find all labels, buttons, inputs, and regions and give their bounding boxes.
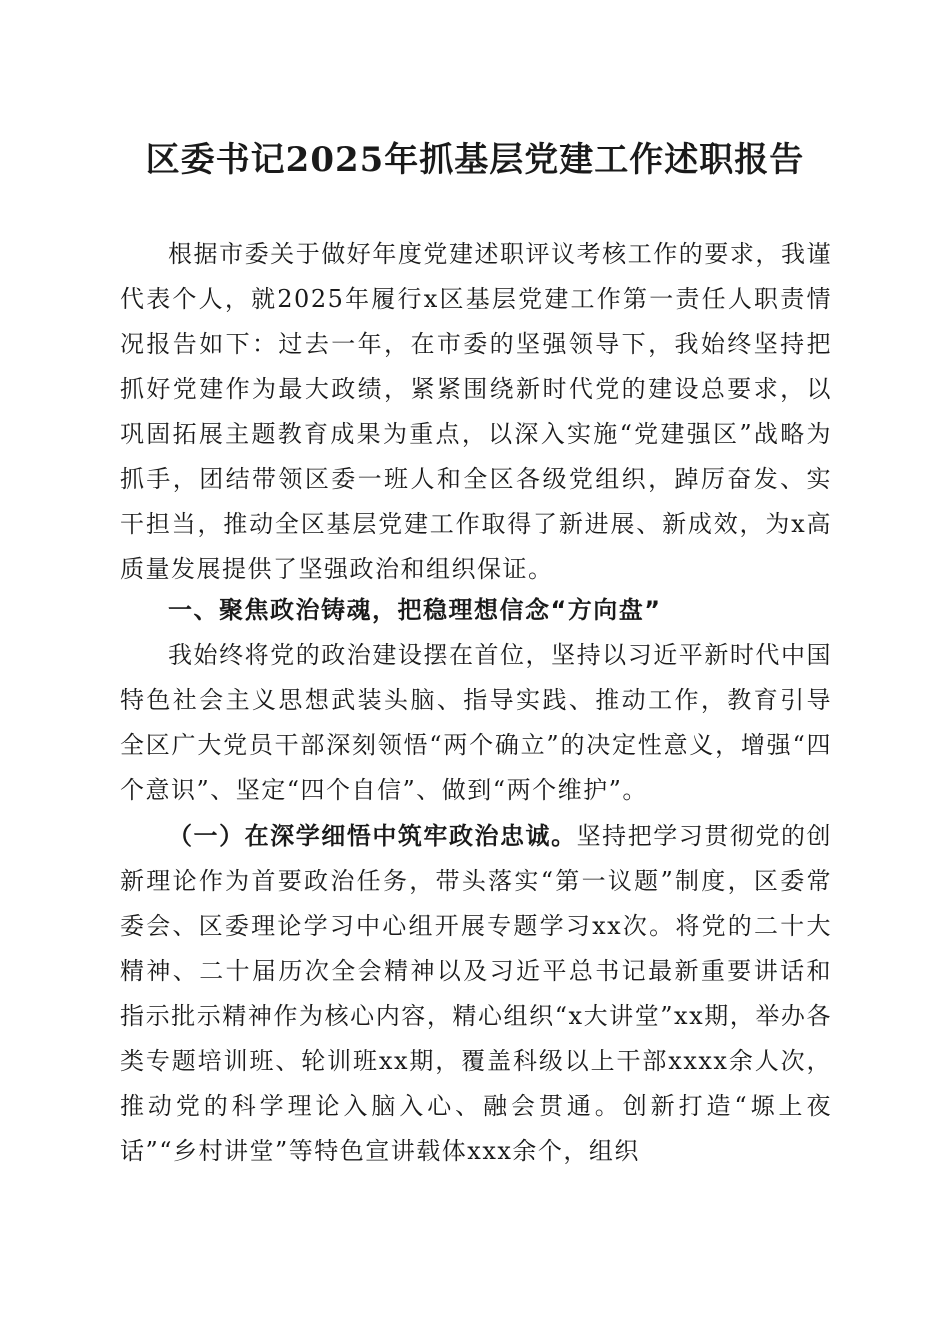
section-one-heading: 一、聚焦政治铸魂，把稳理想信念“方向盘” xyxy=(168,596,662,624)
document-title: 区委书记2025年抓基层党建工作述职报告 xyxy=(145,140,805,180)
subsection-one-lead: （一）在深学细悟中筑牢政治忠诚。 xyxy=(168,821,577,850)
intro-paragraph: 根据市委关于做好年度党建述职评议考核工作的要求，我谨代表个人，就2025年履行x区基层党建工作第一责任人职责情况报告如下：过去一年，在市委的坚强领导下，我始终坚持把抓好党建作为最大政绩，紧紧围绕新时代党的建设总要求，以巩固拓展主题教育成果为重点，以深入实施“党建强区”战略为抓手，团结带领区委一班人和全区各级党组织，踔厉奋发、实干担当，推动全区基层党建工作取得了新进展、新成效，为x高质量发展提供了坚强政治和组织保证。 xyxy=(120,240,832,583)
subsection-one-text: 坚持把学习贯彻党的创新理论作为首要政治任务，带头落实“第一议题”制度，区委常委会、区委理论学习中心组开展专题学习xx次。将党的二十大精神、二十届历次全会精神以及习近平总书记最新重要讲话和指示批示精神作为核心内容，精心组织“x大讲堂”xx期，举办各类专题培训班、轮训班xx期，覆盖科级以上干部xxxx余人次，推动党的科学理论入脑入心、融会贯通。创新打造“塬上夜话”“乡村讲堂”等特色宣讲载体xxx余个，组织 xyxy=(120,822,832,1165)
section-one-paragraph: 我始终将党的政治建设摆在首位，坚持以习近平新时代中国特色社会主义思想武装头脑、指导实践、推动工作，教育引导全区广大党员干部深刻领悟“两个确立”的决定性意义，增强“四个意识”、坚定“四个自信”、做到“两个维护”。 xyxy=(120,641,832,804)
subsection-one-paragraph xyxy=(120,813,832,1174)
